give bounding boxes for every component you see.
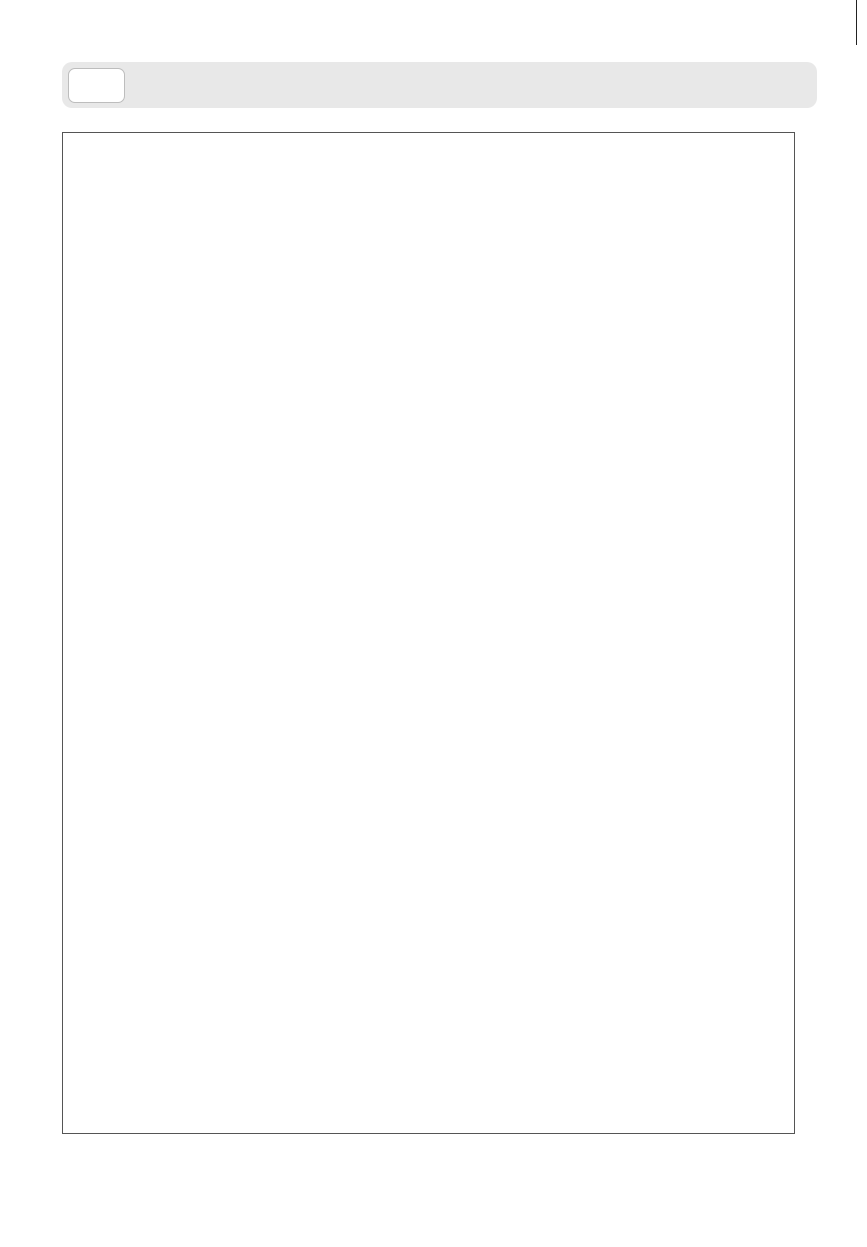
section-header-tab: [68, 68, 125, 103]
page-corner-mark: [856, 0, 857, 45]
section-header-band: [62, 62, 817, 108]
led-status-table: [62, 132, 795, 1134]
